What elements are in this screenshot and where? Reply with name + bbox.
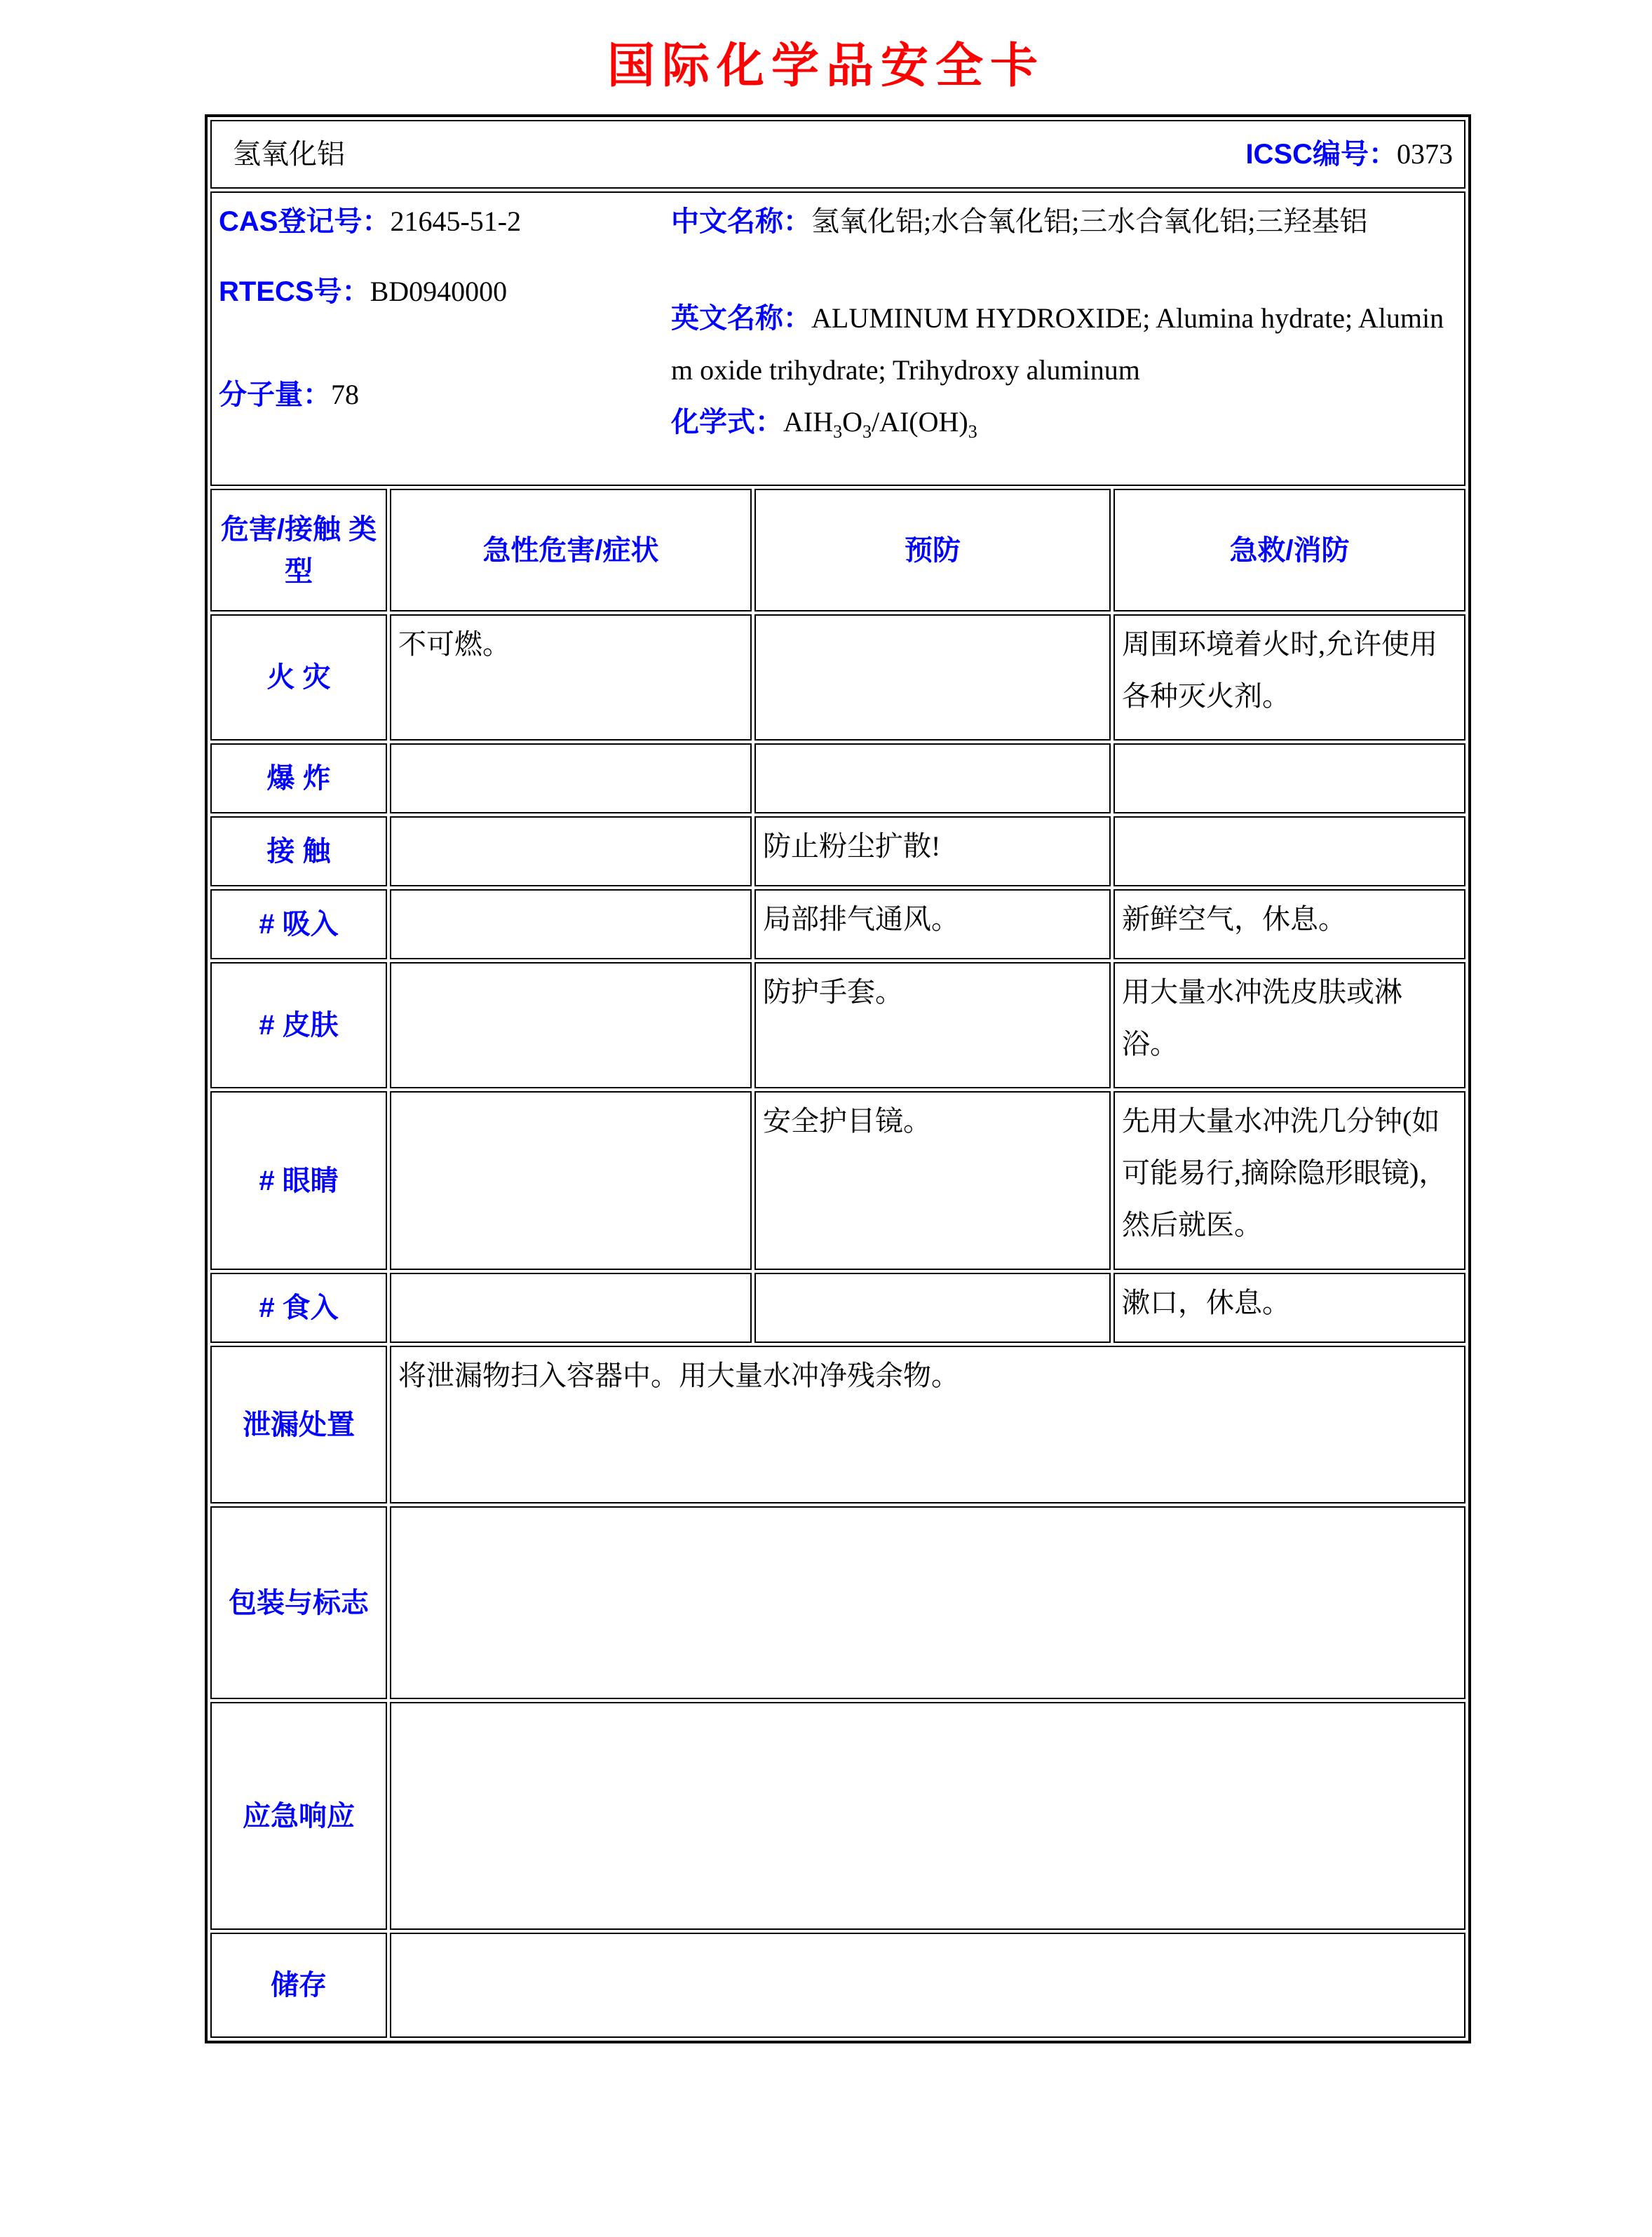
- registry-column: [219, 196, 671, 454]
- skin-label: # 皮肤: [210, 962, 387, 1088]
- identification-row: [210, 120, 1465, 189]
- inhalation-aid-cell: 新鲜空气，休息。: [1113, 889, 1465, 959]
- ingestion-label: # 食入: [210, 1273, 387, 1343]
- emergency-response-row: [210, 1702, 1465, 1930]
- explosion-prevention-cell: [754, 743, 1111, 813]
- registry-names-cell: [210, 191, 1465, 486]
- fire-row: [210, 614, 1465, 741]
- inhalation-row: [210, 889, 1465, 959]
- english-name-label: 英文名称：: [671, 303, 811, 334]
- packaging-row: [210, 1506, 1465, 1699]
- cas-value: 21645-51-2: [390, 205, 522, 237]
- fire-aid-cell: 周围环境着火时,允许使用各种灭火剂。: [1113, 614, 1465, 741]
- contact-aid-cell: [1113, 816, 1465, 886]
- packaging-content-cell: [390, 1506, 1465, 1699]
- inhalation-prevention-cell: 局部排气通风。: [754, 889, 1111, 959]
- eyes-label: # 眼睛: [210, 1091, 387, 1270]
- inhalation-label: # 吸入: [210, 889, 387, 959]
- skin-aid-cell: 用大量水冲洗皮肤或淋浴。: [1113, 962, 1465, 1088]
- storage-content-cell: [390, 1933, 1465, 2038]
- contact-label: 接 触: [210, 816, 387, 886]
- spillage-row: [210, 1346, 1465, 1503]
- rtecs-value: BD0940000: [370, 276, 508, 307]
- contact-symptoms-cell: [390, 816, 752, 886]
- inhalation-symptoms-cell: [390, 889, 752, 959]
- icsc-number-label: ICSC编号：: [1245, 139, 1397, 170]
- formula-label: 化学式：: [671, 407, 783, 438]
- eyes-prevention-cell: 安全护目镜。: [754, 1091, 1111, 1270]
- eyes-aid-cell: 先用大量水冲洗几分钟(如可能易行,摘除隐形眼镜)，然后就医。: [1113, 1091, 1465, 1270]
- english-name-value: ALUMINUM HYDROXIDE; Alumina hydrate; Aluminm oxide trihydrate; Trihydroxy aluminum: [671, 302, 1444, 386]
- chinese-name-value: 氢氧化铝;水合氧化铝;三水合氧化铝;三羟基铝: [811, 205, 1368, 237]
- storage-label: 储存: [210, 1933, 387, 2038]
- fire-label: 火 灾: [210, 614, 387, 741]
- cas-line: [219, 196, 671, 248]
- formula-value: $AIH_3O_3/AI(OH)_3$: [783, 406, 977, 442]
- molecular-weight-value: 78: [331, 379, 359, 411]
- molecular-weight-line: [219, 369, 671, 421]
- rtecs-label: RTECS号：: [219, 276, 370, 307]
- chinese-name-label: 中文名称：: [671, 206, 811, 237]
- contact-prevention-cell: 防止粉尘扩散!: [754, 816, 1111, 886]
- header-first-aid: 急救/消防: [1113, 489, 1465, 611]
- header-hazard-type: 危害/接触 类型: [210, 489, 387, 611]
- identification-cell: [210, 120, 1465, 189]
- cas-label: CAS登记号：: [219, 206, 391, 237]
- eyes-row: [210, 1091, 1465, 1270]
- packaging-label: 包装与标志: [210, 1506, 387, 1699]
- document-title: 国际化学品安全卡: [607, 38, 1045, 94]
- english-name-line: [671, 292, 1457, 396]
- explosion-row: [210, 743, 1465, 813]
- explosion-symptoms-cell: [390, 743, 752, 813]
- skin-prevention-cell: 防护手套。: [754, 962, 1111, 1088]
- explosion-label: 爆 炸: [210, 743, 387, 813]
- contact-row: [210, 816, 1465, 886]
- emergency-response-content-cell: [390, 1702, 1465, 1930]
- rtecs-line: [219, 266, 671, 318]
- ingestion-row: [210, 1273, 1465, 1343]
- ingestion-symptoms-cell: [390, 1273, 752, 1343]
- storage-row: [210, 1933, 1465, 2038]
- formula-line: [671, 396, 1457, 449]
- fire-symptoms-cell: 不可燃。: [390, 614, 752, 741]
- skin-symptoms-cell: [390, 962, 752, 1088]
- eyes-symptoms-cell: [390, 1091, 752, 1270]
- emergency-response-label: 应急响应: [210, 1702, 387, 1930]
- header-prevention: 预防: [754, 489, 1111, 611]
- header-acute-symptoms: 急性危害/症状: [390, 489, 752, 611]
- hazard-header-row: [210, 489, 1465, 611]
- names-column: [671, 196, 1457, 454]
- registry-names-row: [210, 191, 1465, 486]
- skin-row: [210, 962, 1465, 1088]
- ingestion-prevention-cell: [754, 1273, 1111, 1343]
- fire-prevention-cell: [754, 614, 1111, 741]
- substance-name: 氢氧化铝: [233, 138, 345, 170]
- ingestion-aid-cell: 漱口，休息。: [1113, 1273, 1465, 1343]
- explosion-aid-cell: [1113, 743, 1465, 813]
- molecular-weight-label: 分子量：: [219, 379, 331, 411]
- icsc-number-value: 0373: [1397, 138, 1454, 170]
- icsc-number-group: [1245, 128, 1453, 180]
- safety-card-table: [205, 114, 1471, 2043]
- spillage-label: 泄漏处置: [210, 1346, 387, 1503]
- chinese-name-line: [671, 196, 1457, 248]
- spillage-content-cell: 将泄漏物扫入容器中。用大量水冲净残余物。: [390, 1346, 1465, 1503]
